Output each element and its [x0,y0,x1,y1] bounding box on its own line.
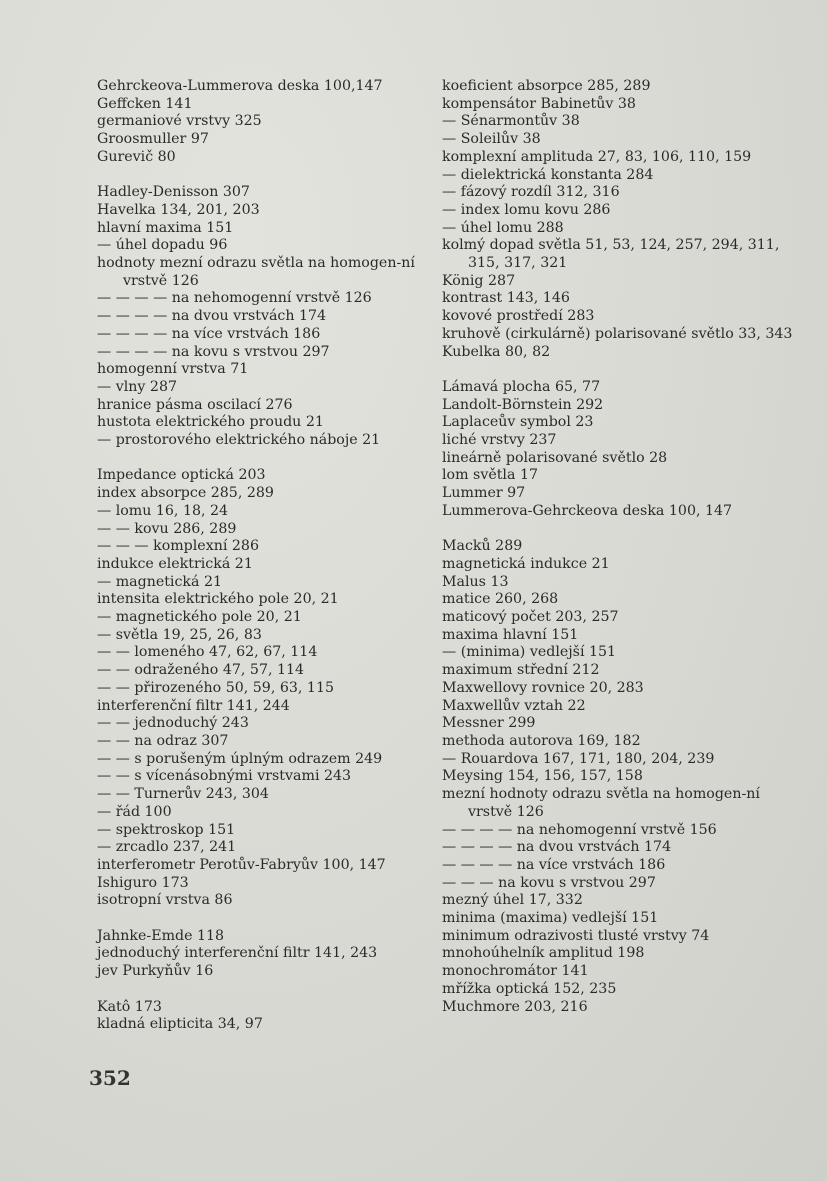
index-entry: lom světla 17 [442,467,538,484]
index-entry: — — — — na dvou vrstvách 174 [442,839,672,856]
index-entry: — — s porušeným úplným odrazem 249 [97,750,383,767]
index-entry: Impedance optická 203 [97,467,266,484]
index-entry: Ishiguro 173 [97,874,189,891]
index-entry: — — Turnerův 243, 304 [97,786,269,803]
index-entry: homogenní vrstva 71 [97,361,249,378]
index-entry: Gehrckeova-Lummerova deska 100,147 [97,78,383,94]
index-entry: Gurevič 80 [97,148,176,165]
index-entry: — — kovu 286, 289 [97,520,237,537]
index-entry: matice 260, 268 [442,591,559,608]
index-entry: Lámavá plocha 65, 77 [442,378,601,395]
index-entry: Malus 13 [442,573,509,590]
index-entry: — — — — na nehomogenní vrstvě 126 [97,290,372,307]
index-spacer [97,167,437,185]
index-entry: — dielektrická konstanta 284 [442,166,654,183]
index-entry: Geffcken 141 [97,95,193,112]
index-entry: — magnetická 21 [97,573,223,590]
index-entry: hodnoty mezní odrazu světla na homogen-ní vrstvě 126 [97,255,415,289]
index-entry: Landolt-Börnstein 292 [442,396,604,413]
index-entry: — úhel lomu 288 [442,219,564,236]
index-entry: — (minima) vedlejší 151 [442,644,617,661]
index-entry: Havelka 134, 201, 203 [97,201,260,218]
index-spacer [442,361,797,379]
index-entry: indukce elektrická 21 [97,555,253,572]
index-entry: — — přirozeného 50, 59, 63, 115 [97,679,335,696]
index-entry: maxima hlavní 151 [442,626,579,643]
index-entry: Meysing 154, 156, 157, 158 [442,768,643,785]
page-number: 352 [89,1066,131,1090]
index-spacer [442,521,797,539]
index-column-right [442,78,797,1016]
index-entry: kovové prostředí 283 [442,308,595,325]
index-entry: Hadley-Denisson 307 [97,184,250,201]
index-entry: — zrcadlo 237, 241 [97,839,237,856]
index-entry: jev Purkyňův 16 [97,963,214,980]
index-entry: — index lomu kovu 286 [442,201,611,218]
index-entry: — — — — na nehomogenní vrstvě 156 [442,821,717,838]
index-entry: koeficient absorpce 285, 289 [442,78,651,94]
index-entry: — — — komplexní 286 [97,538,259,555]
index-entry: — — s vícenásobnými vrstvami 243 [97,768,352,785]
index-entry: — spektroskop 151 [97,821,236,838]
index-entry: — Sénarmontův 38 [442,113,580,130]
index-entry: — — na odraz 307 [97,732,229,749]
index-entry: — — — — na kovu s vrstvou 297 [97,343,330,360]
index-entry: — — jednoduchý 243 [97,715,249,732]
index-entry: mezný úhel 17, 332 [442,892,583,909]
index-entry: maticový počet 203, 257 [442,609,619,626]
index-entry: Katô 173 [97,998,162,1015]
index-entry: — Rouardova 167, 171, 180, 204, 239 [442,750,715,767]
index-entry: interferenční filtr 141, 244 [97,697,290,714]
index-entry: — — odraženého 47, 57, 114 [97,662,305,679]
index-entry: jednoduchý interferenční filtr 141, 243 [97,945,378,962]
index-entry: minimum odrazivosti tlusté vrstvy 74 [442,927,710,944]
index-entry: maximum střední 212 [442,662,600,679]
index-entry: — lomu 16, 18, 24 [97,502,229,519]
index-entry: König 287 [442,272,516,289]
index-entry: kruhově (cirkulárně) polarisované světlo 33, 343 [442,325,793,342]
index-spacer [97,981,437,999]
index-entry: monochromátor 141 [442,963,589,980]
index-entry: — — lomeného 47, 62, 67, 114 [97,644,318,661]
index-entry: magnetická indukce 21 [442,555,610,572]
index-entry: Macků 289 [442,538,523,555]
index-entry: Maxwellovy rovnice 20, 283 [442,679,644,696]
index-entry: index absorpce 285, 289 [97,485,274,502]
index-entry: — světla 19, 25, 26, 83 [97,626,262,643]
index-entry: — prostorového elektrického náboje 21 [97,432,381,449]
index-entry: mnohoúhelník amplitud 198 [442,945,645,962]
index-entry: Lummer 97 [442,485,526,502]
index-entry: — — — — na dvou vrstvách 174 [97,308,327,325]
index-column-left [97,78,437,1034]
index-entry: lineárně polarisované světlo 28 [442,449,668,466]
index-entry: kladná elipticita 34, 97 [97,1016,263,1033]
index-entry: — Soleilův 38 [442,131,541,148]
index-entry: kompensátor Babinetův 38 [442,95,636,112]
index-entry: — — — — na více vrstvách 186 [97,325,321,342]
index-entry: — magnetického pole 20, 21 [97,609,302,626]
index-entry: Groosmuller 97 [97,131,209,148]
index-entry: Laplaceův symbol 23 [442,414,594,431]
index-entry: — úhel dopadu 96 [97,237,228,254]
index-spacer [97,910,437,928]
index-entry: minima (maxima) vedlejší 151 [442,910,659,927]
index-entry: kolmý dopad světla 51, 53, 124, 257, 294, 311, 315, 317, 321 [442,237,780,272]
index-entry: mezní hodnoty odrazu světla na homogen-ní vrstvě 126 [442,786,760,820]
index-entry: — — — na kovu s vrstvou 297 [442,874,656,891]
index-entry: Lummerova-Gehrckeova deska 100, 147 [442,502,733,519]
index-entry: germaniové vrstvy 325 [97,113,262,130]
index-entry: — — — — na více vrstvách 186 [442,856,666,873]
index-entry: intensita elektrického pole 20, 21 [97,591,339,608]
index-spacer [97,450,437,468]
index-entry: kontrast 143, 146 [442,290,570,307]
index-entry: interferometr Perotův-Fabryův 100, 147 [97,856,386,873]
index-entry: Maxwellův vztah 22 [442,697,586,714]
index-entry: hlavní maxima 151 [97,219,234,236]
index-entry: Kubelka 80, 82 [442,343,551,360]
index-entry: hustota elektrického proudu 21 [97,414,324,431]
index-entry: liché vrstvy 237 [442,432,557,449]
index-entry: — řád 100 [97,803,172,820]
index-entry: hranice pásma oscilací 276 [97,396,293,413]
index-entry: mřížka optická 152, 235 [442,980,617,997]
index-entry: Muchmore 203, 216 [442,998,588,1015]
index-entry: Jahnke-Emde 118 [97,927,225,944]
index-entry: — vlny 287 [97,378,177,395]
index-entry: komplexní amplituda 27, 83, 106, 110, 159 [442,148,752,165]
index-entry: Messner 299 [442,715,536,732]
index-entry: isotropní vrstva 86 [97,892,233,909]
index-entry: methoda autorova 169, 182 [442,732,641,749]
index-entry: — fázový rozdíl 312, 316 [442,184,620,201]
